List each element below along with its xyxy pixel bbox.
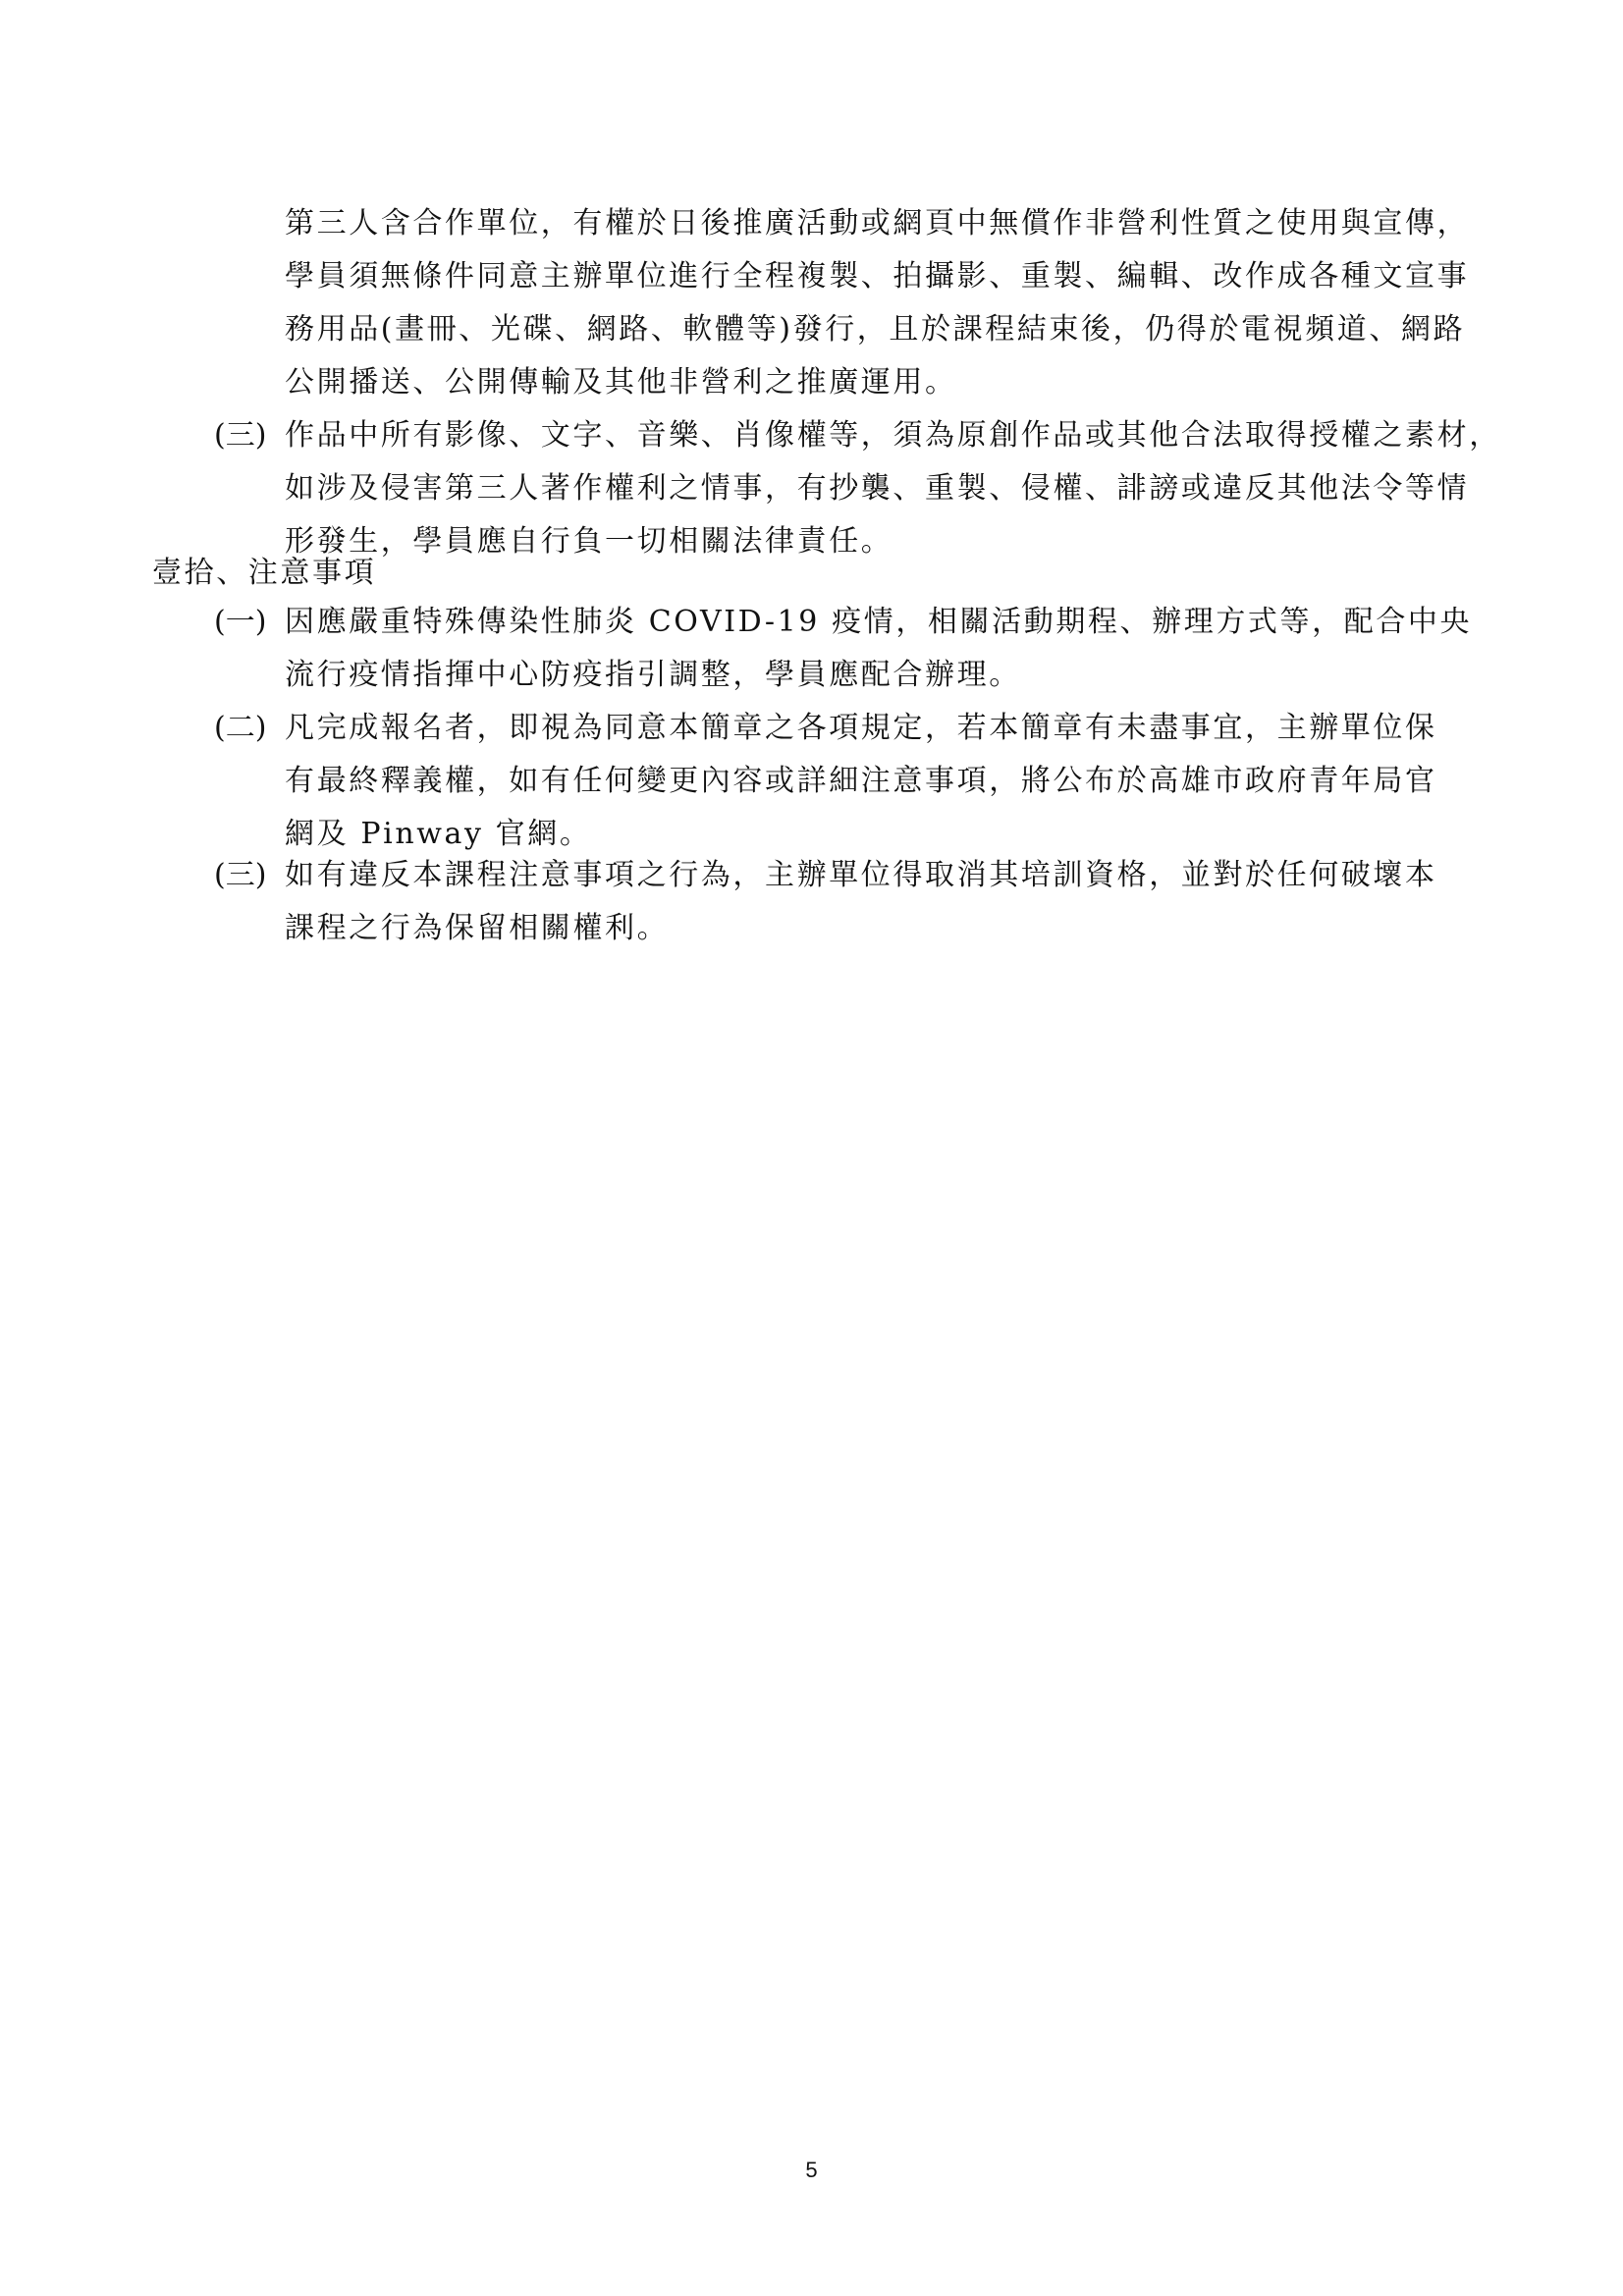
list-item-marker: (一) [214,605,267,639]
list-item-line: 凡完成報名者，即視為同意本簡章之各項規定，若本簡章有未盡事宜，主辦單位保 [285,711,1437,745]
list-item-line: 如涉及侵害第三人著作權利之情事，有抄襲、重製、侵權、誹謗或違反其他法令等情 [285,471,1470,506]
list-item-marker: (三) [214,418,267,453]
paragraph-line: 公開播送、公開傳輸及其他非營利之推廣運用。 [285,365,957,400]
list-item-line: 因應嚴重特殊傳染性肺炎 COVID-19 疫情，相關活動期程、辦理方式等，配合中央 [285,605,1473,639]
list-item-marker: (二) [214,711,267,745]
list-item-line: 有最終釋義權，如有任何變更內容或詳細注意事項，將公布於高雄市政府青年局官 [285,764,1437,798]
list-item-line: 作品中所有影像、文字、音樂、肖像權等，須為原創作品或其他合法取得授權之素材， [285,418,1501,453]
page-number: 5 [805,2158,818,2182]
list-item-line: 課程之行為保留相關權利。 [285,911,670,945]
paragraph-line: 第三人含合作單位，有權於日後推廣活動或網頁中無償作非營利性質之使用與宣傳， [285,206,1470,240]
list-item-line: 流行疫情指揮中心防疫指引調整，學員應配合辦理。 [285,658,1021,692]
paragraph-line: 務用品(畫冊、光碟、網路、軟體等)發行，且於課程結束後，仍得於電視頻道、網路 [285,312,1466,347]
list-item-line: 網及 Pinway 官網。 [285,817,592,851]
list-item-marker: (三) [214,858,267,892]
section-heading: 壹拾、注意事項 [152,556,377,590]
list-item-line: 如有違反本課程注意事項之行為，主辦單位得取消其培訓資格，並對於任何破壞本 [285,858,1437,892]
list-item-line: 形發生，學員應自行負一切相關法律責任。 [285,524,893,559]
paragraph-line: 學員須無條件同意主辦單位進行全程複製、拍攝影、重製、編輯、改作成各種文宣事 [285,259,1470,294]
